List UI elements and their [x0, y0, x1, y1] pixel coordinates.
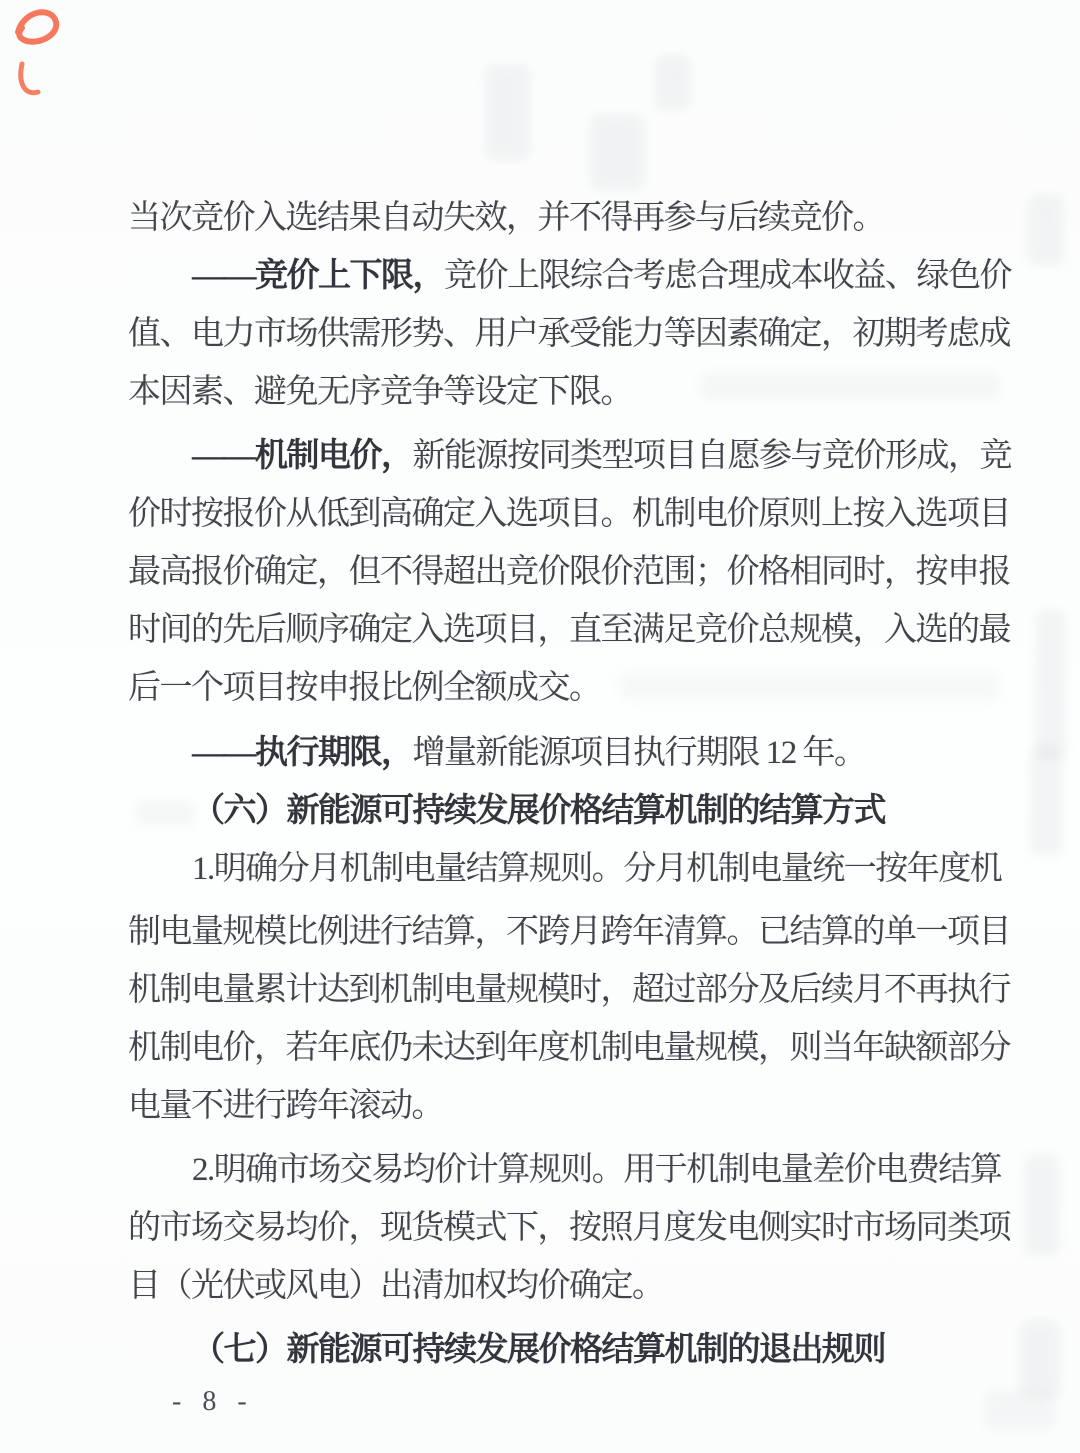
body-text: 值、电力市场供需形势、用户承受能力等因素确定，初期考虑成 [128, 316, 1010, 352]
emphasized-text: ——执行期限， [192, 735, 413, 771]
text-line [128, 550, 1010, 594]
body-text: 价时按报价从低到高确定入选项目。机制电价原则上按入选项目 [128, 496, 1010, 532]
body-text: 的市场交易均价，现货模式下，按照月度发电侧实时市场同类项 [128, 1210, 1010, 1246]
section-heading [128, 789, 885, 833]
body-text: 时间的先后顺序确定入选项目，直至满足竞价总规模，入选的最 [128, 612, 1010, 648]
emphasized-text: （七）新能源可持续发展价格结算机制的退出规则 [192, 1332, 885, 1368]
text-line [128, 1264, 664, 1308]
body-text: 新能源按同类型项目自愿参与竞价形成，竞 [412, 438, 1011, 474]
text-line [128, 968, 1010, 1012]
body-text: 2.明确市场交易均价计算规则。用于机制电量差价电费结算 [192, 1152, 1002, 1188]
emphasized-text: ——机制电价， [192, 438, 413, 474]
text-line [128, 312, 1010, 356]
body-text: 机制电量累计达到机制电量规模时，超过部分及后续月不再执行 [128, 972, 1010, 1008]
emphasized-text: ——竞价上下限， [192, 258, 444, 294]
text-line [128, 434, 1011, 478]
text-line [128, 492, 1010, 536]
emphasized-text: （六）新能源可持续发展价格结算机制的结算方式 [192, 793, 885, 829]
body-text: 1.明确分月机制电量结算规则。分月机制电量统一按年度机 [192, 851, 1002, 887]
body-text: 目（光伏或风电）出清加权均价确定。 [128, 1268, 664, 1304]
body-text: 本因素、避免无序竞争等设定下限。 [128, 374, 632, 410]
body-text: 增量新能源项目执行期限 12 年。 [412, 735, 866, 771]
body-text: 竞价上限综合考虑合理成本收益、绿色价 [444, 258, 1011, 294]
body-text: 制电量规模比例进行结算，不跨月跨年清算。已结算的单一项目 [128, 914, 1010, 950]
text-line [128, 608, 1010, 652]
section-heading [128, 1328, 885, 1372]
text-line [128, 847, 1001, 891]
text-line [128, 196, 884, 240]
text-line [128, 731, 866, 775]
body-text: 最高报价确定，但不得超出竞价限价范围；价格相同时，按申报 [128, 554, 1010, 590]
text-line [128, 910, 1010, 954]
text-line [128, 1084, 443, 1128]
page-number: - 8 - [172, 1386, 254, 1417]
body-text: 机制电价，若年底仍未达到年度机制电量规模，则当年缺额部分 [128, 1030, 1010, 1066]
text-line [128, 1148, 1001, 1192]
text-line [128, 666, 601, 710]
text-line [128, 1206, 1010, 1250]
body-text: 后一个项目按申报比例全额成交。 [128, 670, 601, 706]
text-line [128, 254, 1011, 298]
text-line [128, 1026, 1010, 1070]
text-line [128, 370, 632, 414]
body-text: 电量不进行跨年滚动。 [128, 1088, 443, 1124]
body-text: 当次竞价入选结果自动失效，并不得再参与后续竞价。 [128, 200, 884, 236]
